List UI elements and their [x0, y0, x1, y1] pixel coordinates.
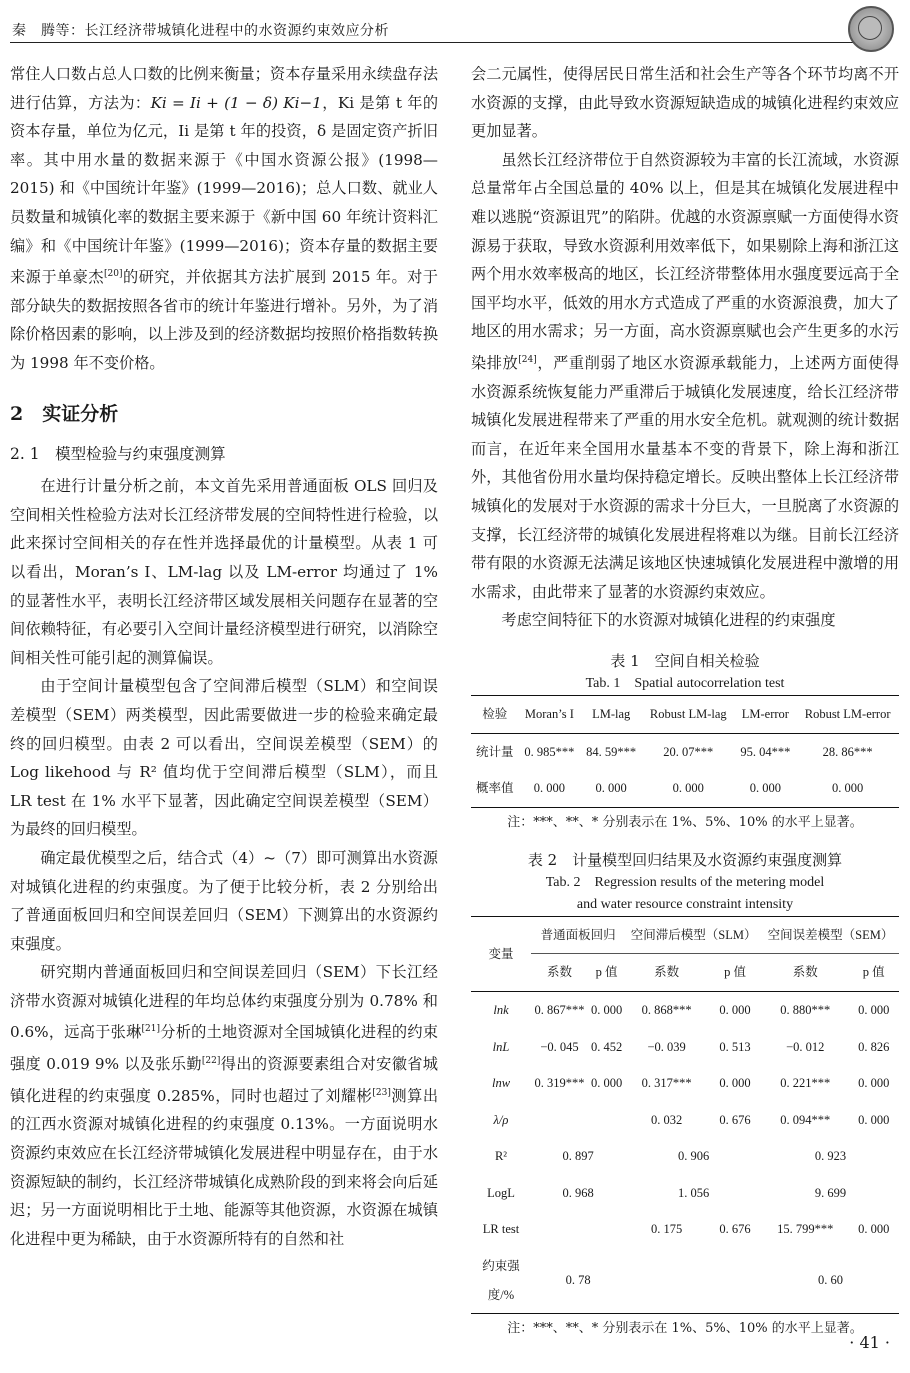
table-header-cell: 系数 [654, 965, 680, 980]
paragraph [471, 146, 899, 607]
table-cell: 0. 000 [858, 1002, 890, 1017]
table-cell: 0. 60 [818, 1273, 844, 1288]
table-cell: 0. 000 [719, 1076, 751, 1091]
table-cell: 0. 221*** [780, 1076, 831, 1091]
left-column [10, 60, 438, 1253]
table-header-cell: p 值 [862, 965, 885, 980]
paragraph: 在进行计量分析之前，本文首先采用普通面板 OLS 回归及空间相关性检验方法对长江经济带发展的空间特性进行检验，以此来探讨空间相关的存在性并选择最优的计量模型。从表 1 可以看出，Moran’s I、LM-lag 以及 LM-error 均通过了 1% 的显著性水平，表明长江经济带区域发展相关问题存在显著的空间依赖特征，有必要引入空间计量经济模型进行研究，以消除空间相关性可能引起的测算偏误。 [10, 477, 438, 667]
running-header-title: 秦 腾等：长江经济带城镇化进程中的水资源约束效应分析 [12, 23, 389, 39]
header-rule [10, 42, 860, 43]
seal-center [858, 16, 882, 40]
table-header-cell: 变量 [471, 916, 531, 991]
table-cell: 0. 906 [678, 1149, 710, 1164]
table-cell: lnw [491, 1076, 511, 1091]
paragraph [10, 60, 438, 378]
table-cell: 0. 000 [672, 781, 704, 796]
table2-title-cn: 表 2 计量模型回归结果及水资源约束强度测算 [527, 850, 843, 869]
table-cell: 0. 676 [719, 1222, 751, 1237]
table1 [471, 695, 899, 808]
table2 [471, 916, 899, 1315]
table-cell: 15. 799*** [777, 1222, 834, 1237]
right-column [471, 60, 899, 1340]
table-cell: 1. 056 [678, 1185, 710, 1200]
citation: [22] [201, 1056, 221, 1067]
table-cell: 0. 000 [590, 1076, 623, 1091]
table-row [471, 770, 899, 807]
table2-title-en: Tab. 2 Regression results of the metering model [545, 874, 825, 890]
table-cell: 0. 513 [719, 1039, 751, 1054]
table-header-cell: p 值 [724, 965, 746, 980]
table-row [471, 1248, 899, 1314]
journal-seal-logo [848, 6, 894, 52]
table2-title-en-line2: and water resource constraint intensity [576, 896, 794, 912]
section-heading: 2 实证分析 [10, 402, 119, 425]
table-cell: −0. 039 [647, 1039, 686, 1054]
table1-title-cn: 表 1 空间自相关检验 [610, 651, 760, 670]
paragraph: 会二元属性，使得居民日常生活和社会生产等各个环节均离不开水资源的支撑，由此导致水资源短缺造成的城镇化进程约束效应更加显著。 [471, 65, 899, 141]
table-cell: lnL [492, 1039, 510, 1054]
table-cell: 0. 880*** [780, 1002, 831, 1017]
paragraph: 确定最优模型之后，结合式（4）~（7）即可测算出水资源对城镇化进程的约束强度。为了便于比较分析，表 2 分别给出了普通面板回归和空间误差回归（SEM）下测算出的水资源约束强度。 [10, 848, 438, 953]
table1-note: 注：***、**、* 分别表示在 1%、5%、10% 的水平上显著。 [507, 814, 863, 830]
table-cell: 95. 04*** [740, 744, 791, 759]
text-span: ，Ki 是第 t 年的资本存量，单位为亿元，Ii 是第 t 年的投资，δ 是固定资产折旧率。其中用水量的数据来源于《中国水资源公报》(1998—2015) 和《中国统计年鉴》(1999—2016)；总人口数、就业人员数量和城镇化率的数据主要来源于《新中国 60 年统计资料汇编》和《中国统计年鉴》(1999—2016)；资本存量的数据主要来源于单豪杰 [10, 93, 439, 287]
text-span: 的研究，并依据其方法扩展到 2015 年。对于部分缺失的数据按照各省市的统计年鉴进行增补。另外，为了消除价格因素的影响，以上涉及到的经济数据均按照价格指数转换为 1998 年不变价格。 [10, 268, 438, 372]
table-cell: 28. 86*** [822, 744, 873, 759]
table-row [471, 1211, 899, 1248]
table-cell [588, 1102, 625, 1139]
table-cell: −0. 045 [540, 1039, 579, 1054]
table-header-cell: Robust LM-error [804, 706, 891, 721]
paragraph [10, 958, 438, 1253]
table-cell: 0. 000 [858, 1076, 890, 1091]
text-span: 得出的资源要素组合对安徽省城镇化进程的约束强度 0.285%，同时也超过了刘耀彬 [10, 1055, 438, 1105]
text-span: 虽然长江经济带位于自然资源较为丰富的长江流域，水资源总量常年占全国总量的 40% 以上，但是其在城镇化发展进程中难以逃脱“资源诅咒”的陷阱。优越的水资源禀赋一方面使得水资源易于获取，导致水资源利用效率低下，如果剔除上海和浙江这两个用水效率极高的地区，长江经济带整体用水强度要远高于全国平均水平，低效的用水方式造成了严重的水资源浪费，加大了地区的用水需求；另一方面，高水资源禀赋也会产生更多的水污染排放 [471, 150, 899, 372]
table-cell: 0. 78 [565, 1273, 591, 1288]
table-cell: 0. 000 [858, 1112, 890, 1127]
table-cell: LogL [487, 1185, 515, 1200]
table-cell: 0. 868*** [641, 1002, 692, 1017]
table-subheader-row [471, 954, 899, 992]
table-row [471, 991, 899, 1028]
table-cell: LR test [482, 1222, 520, 1237]
table-cell: 0. 452 [590, 1039, 623, 1054]
table-cell: 统计量 [475, 744, 514, 759]
table-group-header: 空间滞后模型（SLM） [625, 916, 762, 954]
table-row [471, 1029, 899, 1066]
citation: [24] [518, 354, 537, 365]
table-group-header: 空间误差模型（SEM） [762, 916, 899, 954]
table-cell: 0. 923 [814, 1149, 847, 1164]
table-cell: 0. 000 [858, 1222, 890, 1237]
table-cell: λ/ρ [493, 1112, 509, 1127]
table-header-cell: Robust LM-lag [649, 706, 727, 721]
capital-formula: Ki = Ii + (1 − δ) Ki−1 [150, 93, 322, 112]
table-cell: 0. 000 [749, 781, 781, 796]
table-cell [625, 1248, 762, 1314]
table-header-cell: Moran’s I [524, 706, 574, 721]
table-cell: 0. 094*** [780, 1112, 831, 1127]
table-cell: lnk [493, 1002, 509, 1017]
citation: [23] [372, 1087, 391, 1098]
table-cell: 0. 000 [590, 1002, 623, 1017]
table-row [471, 1138, 899, 1175]
table-group-header: 普通面板回归 [531, 916, 625, 954]
table-header-cell: 系数 [792, 965, 818, 980]
table-cell [588, 1211, 625, 1248]
text-span: 研究期内普通面板回归和空间误差回归（SEM）下长江经济带水资源对城镇化进程的年均总体约束强度分别为 0.78% 和 0.6%，远高于张琳 [10, 963, 438, 1042]
table-cell: 0. 175 [650, 1222, 683, 1237]
text-span: 分析的土地资源对全国城镇化进程的约束强度 0.019 9% 以及张乐勤 [10, 1023, 438, 1074]
table-cell: 0. 897 [562, 1149, 594, 1164]
text-span: 测算出的江西水资源对城镇化进程的约束强度 0.13%。一方面说明水资源约束效应在长江经济带城镇化发展进程中明显存在，由于水资源短缺的制约，长江经济带城镇化成熟阶段的到来将会向后延迟；另一方面说明相比于土地、能源等其他资源，水资源在城镇化进程中更为稀缺，由于水资源所特有的自然和社 [10, 1086, 439, 1248]
text-span: 常住人口数占总人口数的比例来衡量；资本存量采用永续盘存法进行估算，方法为： [10, 65, 438, 112]
table-cell: 概率值 [475, 781, 514, 796]
page-number: · 41 · [849, 1333, 890, 1352]
paragraph: 考虑空间特征下的水资源对城镇化进程的约束强度 [501, 611, 836, 630]
table-row [471, 1065, 899, 1102]
table-cell: 0. 000 [595, 781, 627, 796]
table-cell: 0. 676 [719, 1112, 751, 1127]
table-cell: 0. 000 [533, 781, 566, 796]
citation: [20] [103, 269, 123, 280]
table-cell: 0. 000 [719, 1002, 751, 1017]
table-header-cell: 系数 [546, 965, 572, 980]
table-cell: 0. 032 [650, 1112, 683, 1127]
table-cell: 0. 826 [858, 1039, 890, 1054]
table-header-row [471, 695, 899, 733]
table2-note: 注：***、**、* 分别表示在 1%、5%、10% 的水平上显著。 [507, 1321, 863, 1337]
table-cell: 0. 968 [562, 1185, 594, 1200]
table-cell: 约束强度/% [482, 1259, 520, 1302]
text-span: ，严重削弱了地区水资源承载能力，上述两方面使得水资源系统恢复能力严重滞后于城镇化发展速度，给长江经济带城镇化发展进程带来了严重的用水安全危机。就观测的统计数据而言，在近年来全国用水量基本不变的背景下，除上海和浙江外，其他省份用水量均保持稳定增长。反映出整体上长江经济带城镇化的发展对于水资源的需求十分巨大，一旦脱离了水资源的支撑，长江经济带的城镇化发展进程将难以为继。目前长江经济带有限的水资源无法满足该地区快速城镇化发展进程中激增的用水需求，由此带来了显著的水资源约束效应。 [471, 354, 900, 601]
table-cell: −0. 012 [786, 1039, 825, 1054]
table1-title-en: Tab. 1 Spatial autocorrelation test [585, 675, 785, 691]
table-cell: 0. 985*** [524, 744, 575, 759]
table-cell: 84. 59*** [586, 744, 637, 759]
table-cell: 9. 699 [814, 1185, 847, 1200]
table-cell: R² [494, 1149, 508, 1164]
table-cell: 0. 867*** [534, 1002, 585, 1017]
table-header-cell: 检验 [482, 706, 508, 721]
table-row [471, 733, 899, 770]
table-header-cell: LM-lag [592, 706, 631, 721]
table-row [471, 1175, 899, 1212]
table-cell [531, 1102, 588, 1139]
table-cell: 0. 319*** [534, 1076, 585, 1091]
subsection-heading: 2. 1 模型检验与约束强度测算 [10, 444, 226, 463]
running-header [10, 12, 900, 44]
table-cell: 0. 317*** [641, 1076, 692, 1091]
paragraph: 由于空间计量模型包含了空间滞后模型（SLM）和空间误差模型（SEM）两类模型，因此需要做进一步的检验来确定最终的回归模型。由表 2 可以看出，空间误差模型（SEM）的 Log likehood 与 R² 值均优于空间滞后模型（SLM），而且 LR test 在 1% 水平下显著，因此确定空间误差模型（SEM）为最终的回归模型。 [10, 677, 438, 839]
table-row [471, 1102, 899, 1139]
table-group-header-row [471, 916, 899, 954]
table-header-cell: p 值 [595, 965, 618, 980]
table-cell [531, 1211, 588, 1248]
citation: [21] [141, 1024, 160, 1035]
table-cell: 0. 000 [831, 781, 864, 796]
table-header-cell: LM-error [741, 706, 789, 721]
table-cell: 20. 07*** [663, 744, 714, 759]
